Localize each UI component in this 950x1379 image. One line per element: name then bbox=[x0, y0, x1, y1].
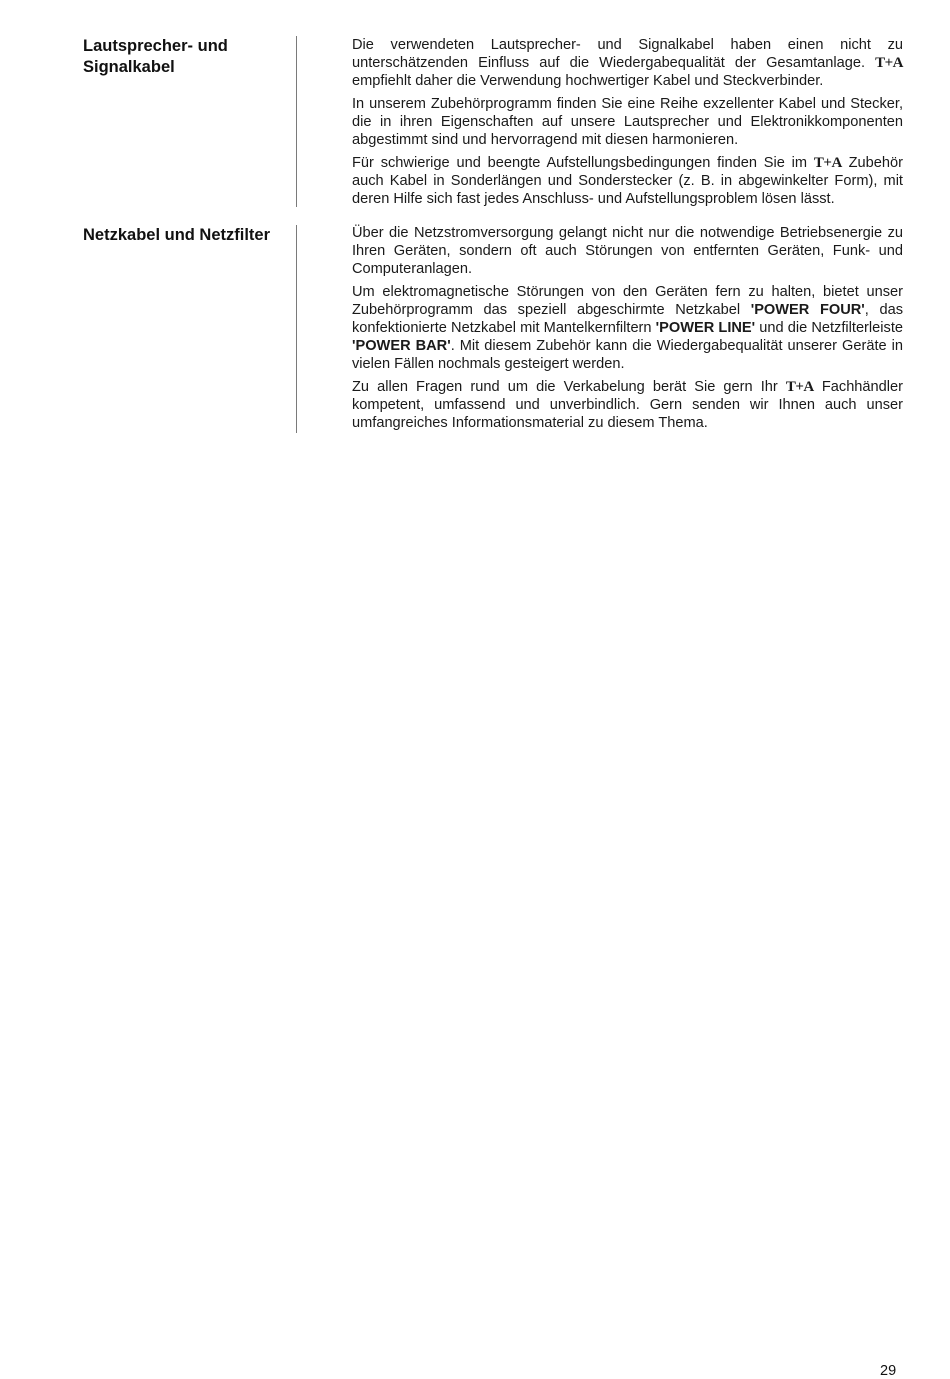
paragraph: In unserem Zubehörprogramm finden Sie eine Reihe exzellenter Kabel und Stecker, die in ihren Eigenschaften auf unsere Lautsprecher und Elektronikkomponenten abgestimmt sind und hervorragend mit diesen harmonieren. bbox=[352, 96, 903, 148]
paragraph: Über die Netzstromversorgung gelangt nicht nur die notwendige Betriebsenergie zu Ihren Geräten, sondern oft auch Störungen von entfernten Geräten, Funk- und Computeranlagen. bbox=[352, 225, 903, 277]
section-divider bbox=[296, 225, 297, 433]
product-name: 'POWER LINE' bbox=[655, 320, 756, 336]
ta-logo: T+A bbox=[785, 379, 814, 395]
product-name: 'POWER BAR' bbox=[352, 338, 451, 354]
paragraph: Um elektromagnetische Störungen von den Geräten fern zu halten, bietet unser Zubehörprogramm das speziell abgeschirmte Netzkabel 'POWER FOUR', das konfektionierte Netzkabel mit Mantelkernfiltern 'POWER LINE' und die Netzfilterleiste 'POWER BAR'. Mit diesem Zubehör kann die Wiedergabequalität unserer Geräte in vielen Fällen nochmals gesteigert werden. bbox=[352, 284, 903, 372]
paragraph: Zu allen Fragen rund um die Verkabelung berät Sie gern Ihr T+A Fachhändler kompetent, umfassend und unverbindlich. Gern senden wir Ihnen auch unser umfangreiches Informationsmaterial zu diesem Thema. bbox=[352, 379, 903, 431]
section-divider bbox=[296, 36, 297, 207]
product-name: 'POWER FOUR' bbox=[750, 302, 865, 318]
paragraph: Für schwierige und beengte Aufstellungsbedingungen finden Sie im T+A Zubehör auch Kabel in Sonderlängen und Sonderstecker (z. B. in abgewinkelter Form), mit deren Hilfe sich fast jedes Anschluss- und Aufstellungsproblem lösen lässt. bbox=[352, 155, 903, 207]
section-body bbox=[352, 36, 903, 213]
section-heading: Netzkabel und Netzfilter bbox=[83, 226, 271, 244]
page-number: 29 bbox=[880, 1363, 897, 1379]
ta-logo: T+A bbox=[813, 155, 842, 171]
section-heading: Lautsprecher- und Signalkabel bbox=[83, 37, 228, 76]
ta-logo: T+A bbox=[875, 55, 903, 71]
section-body bbox=[352, 224, 903, 437]
paragraph: Die verwendeten Lautsprecher- und Signalkabel haben einen nicht zu unterschätzenden Einfluss auf die Wiedergabequalität der Gesamtanlage. T+A empfiehlt daher die Verwendung hochwertiger Kabel und Steckverbinder. bbox=[352, 37, 903, 89]
